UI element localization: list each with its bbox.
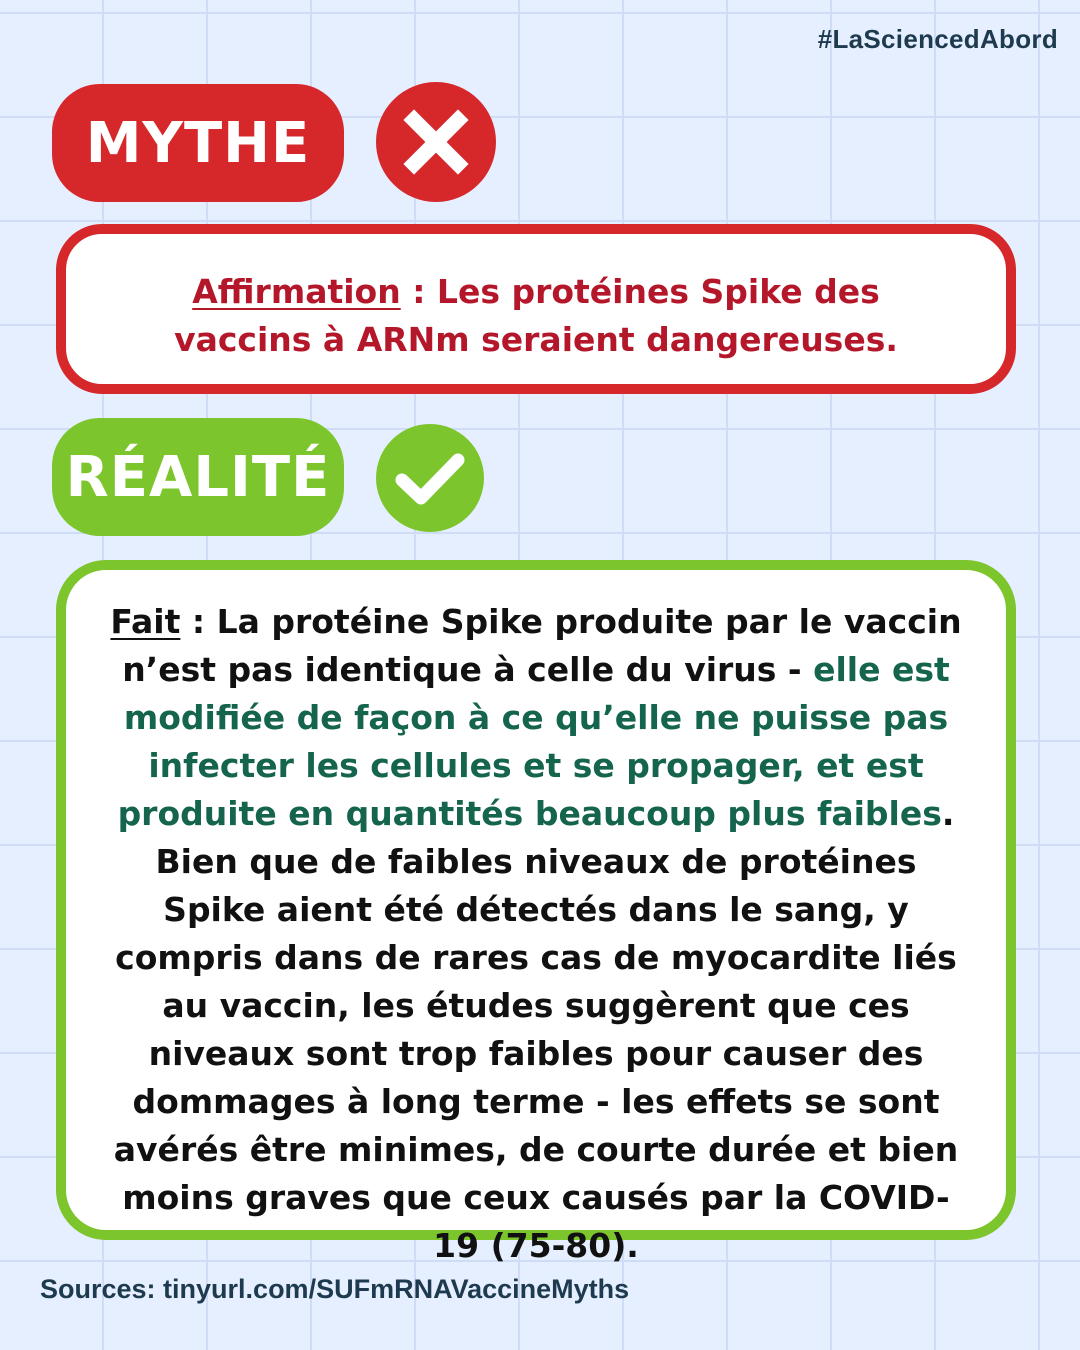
x-icon	[376, 82, 496, 202]
claim-box	[56, 224, 1016, 394]
fact-rest: . Bien que de faibles niveaux de protéines Spike aient été détectés dans le sang, y compris dans de rares cas de myocardite liés au vaccin, les études suggèrent que ces niveaux sont trop faibles pour causer des dommages à long terme - les effets se sont avérés être minimes, de courte durée et bien moins graves que ceux causés par la COVID-19 (75-80).	[113, 794, 959, 1265]
sources-link[interactable]: Sources: tinyurl.com/SUFmRNAVaccineMyths	[40, 1274, 630, 1304]
fact-label: Fait	[110, 602, 181, 641]
claim-text: Les protéines Spike des vaccins à ARNm seraient dangereuses.	[174, 272, 898, 359]
claim-label: Affirmation	[192, 272, 401, 311]
hashtag: #LaSciencedAbord	[817, 24, 1058, 54]
reality-badge: RÉALITÉ	[52, 418, 344, 536]
fact-intro: La protéine Spike produite par le vaccin n’est pas identique à celle du virus -	[122, 602, 962, 689]
fact-box	[56, 560, 1016, 1265]
fact-separator: :	[180, 602, 217, 641]
claim-separator: :	[400, 272, 437, 311]
myth-badge: MYTHE	[52, 84, 344, 202]
fact-highlight: elle est modifiée de façon à ce qu’elle ne puisse pas infecter les cellules et se propager, et est produite en quantités beaucoup plus faibles	[117, 650, 950, 833]
check-icon	[376, 424, 484, 532]
